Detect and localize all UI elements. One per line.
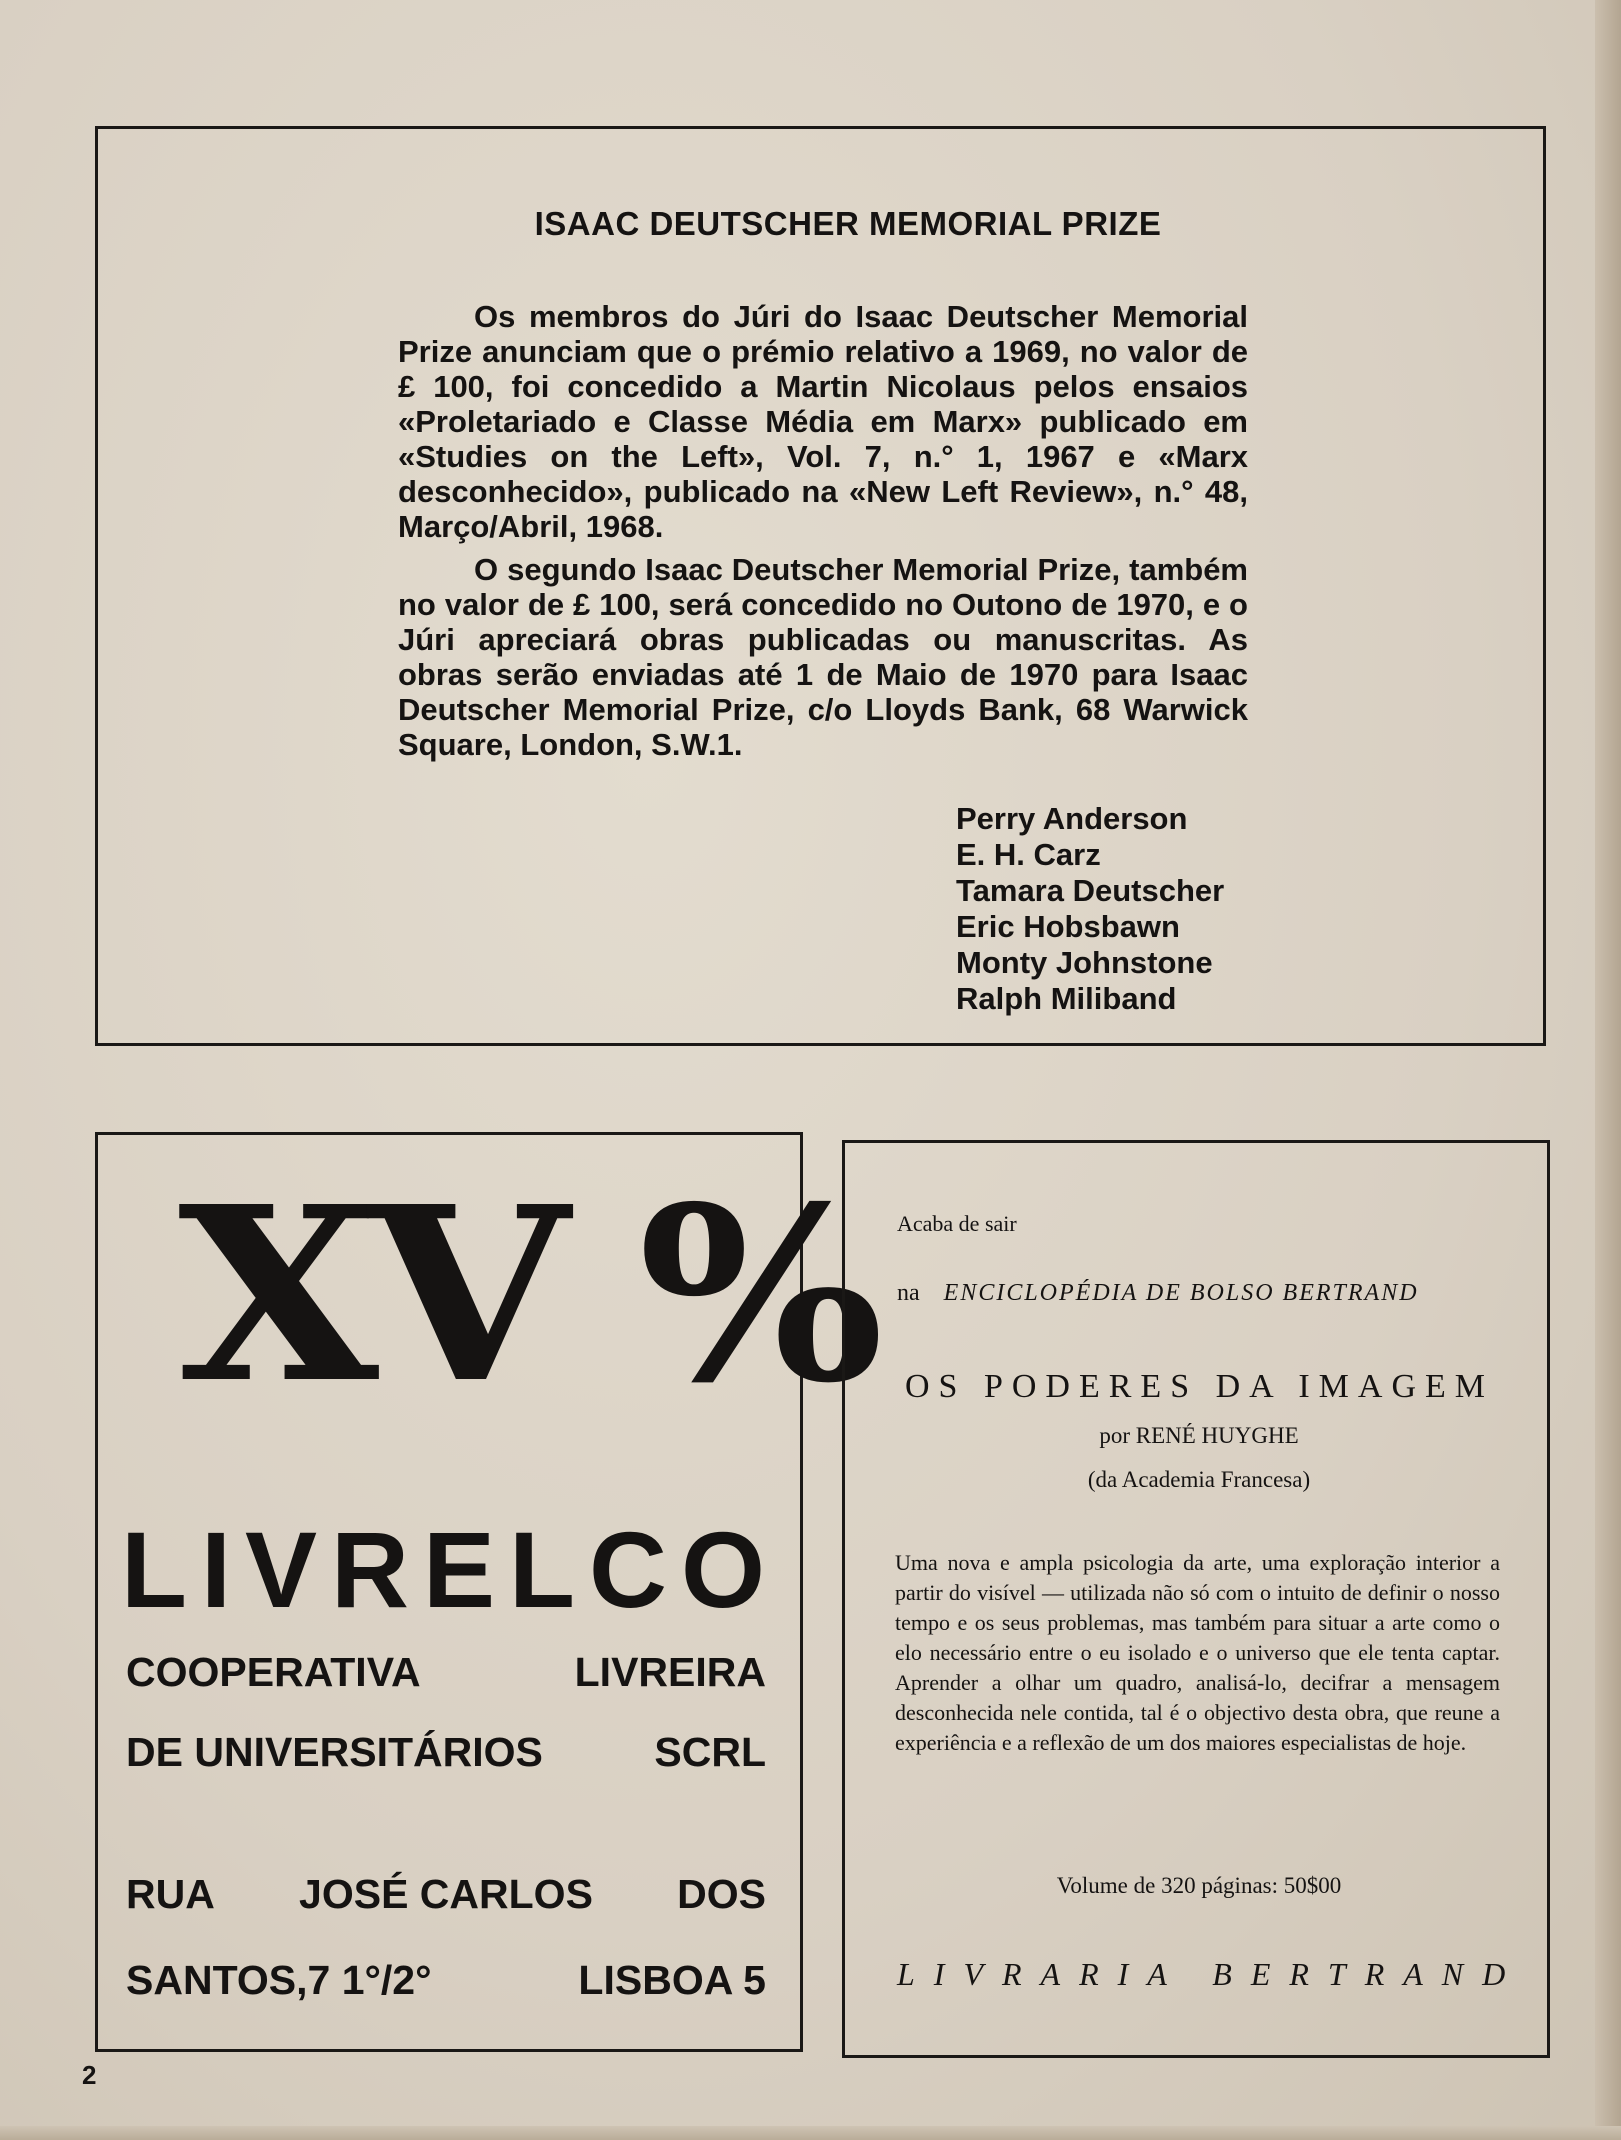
book-author: RENÉ HUYGHE (1135, 1423, 1299, 1448)
jury-member: Eric Hobsbawn (956, 909, 1180, 944)
prize-announcement-box (95, 126, 1546, 1046)
page-edge-bottom (0, 2126, 1621, 2140)
jury-member: Perry Anderson (956, 801, 1188, 836)
publisher-name: LIVRARIA BERTRAND (897, 1956, 1525, 1992)
livrelco-universitarios: DE UNIVERSITÁRIOS (126, 1729, 543, 1775)
jury-member: Monty Johnstone (956, 945, 1213, 980)
book-author-line (845, 1423, 1553, 1449)
livrelco-name: LIVRELCO (120, 1509, 779, 1630)
bertrand-collection: ENCICLOPÉDIA DE BOLSO BERTRAND (943, 1280, 1419, 1306)
prize-paragraph-2: O segundo Isaac Deutscher Memorial Prize, também no valor de £ 100, será concedido no Outono de 1970, e o Júri apreciará obras publicadas ou manuscritas. As obras serão enviadas até 1 de Maio de 1970 para Isaac Deutscher Memorial Prize, c/o Lloyds Bank, 68 Warwick Square, London, S.W.1. (398, 552, 1248, 762)
book-title: OS PODERES DA IMAGEM (905, 1368, 1494, 1405)
jury-member: Ralph Miliband (956, 981, 1177, 1016)
livrelco-line-1 (126, 1649, 766, 1696)
book-volume-price: Volume de 320 páginas: 50$00 (1056, 1873, 1342, 1898)
livrelco-livreira: LIVREIRA (574, 1649, 766, 1695)
jury-member: Tamara Deutscher (956, 873, 1225, 908)
bertrand-ad-box (842, 1140, 1550, 2058)
prize-title: ISAAC DEUTSCHER MEMORIAL PRIZE (534, 205, 1162, 242)
jury-list (956, 801, 1356, 1017)
author-affiliation: (da Academia Francesa) (1087, 1467, 1311, 1492)
livrelco-scrl: SCRL (654, 1729, 766, 1775)
livrelco-address-line-2 (126, 1957, 766, 2004)
bertrand-collection-prefix: na (897, 1280, 920, 1306)
livrelco-address-line-1 (126, 1871, 766, 1918)
page-number: 2 (82, 2060, 97, 2090)
book-description: Uma nova e ampla psicologia da arte, uma exploração interior a partir do visível — utilizada não só com o intuito de definir o nosso tempo e os seus problemas, mas também para situar a arte como o elo necessário entre o eu isolado e o universo que ele tenta captar. Aprender a olhar um quadro, analisá-lo, decifrar a mensagem desconhecida nele contida, tal é o objectivo desta obra, que reune a experiência e a reflexão de um dos maiores especialistas de hoje. (895, 1550, 1500, 1755)
bertrand-intro: Acaba de sair (897, 1211, 1017, 1236)
address-number: SANTOS,7 1°/2° (126, 1957, 432, 2003)
livrelco-line-2 (126, 1729, 766, 1776)
jury-member: E. H. Carz (956, 837, 1101, 872)
address-city: LISBOA 5 (578, 1957, 766, 2003)
address-dos: DOS (677, 1871, 766, 1917)
page-edge-right (1595, 0, 1621, 2140)
xv-percent-logo: XV % (178, 1154, 874, 1436)
address-rua: RUA (126, 1871, 215, 1917)
livrelco-cooperativa: COOPERATIVA (126, 1649, 421, 1695)
author-prefix: por (1099, 1423, 1130, 1448)
address-street: JOSÉ CARLOS (299, 1871, 593, 1917)
prize-text (398, 299, 1248, 770)
prize-paragraph-1: Os membros do Júri do Isaac Deutscher Memorial Prize anunciam que o prémio relativo a 1969, no valor de £ 100, foi concedido a Martin Nicolaus pelos ensaios «Proletariado e Classe Média em Marx» publicado em «Studies on the Left», Vol. 7, n.° 1, 1967 e «Marx desconhecido», publicado na «New Left Review», n.° 48, Março/Abril, 1968. (398, 299, 1248, 544)
bertrand-collection-line (897, 1280, 1419, 1307)
livrelco-ad-box (95, 1132, 874, 2052)
